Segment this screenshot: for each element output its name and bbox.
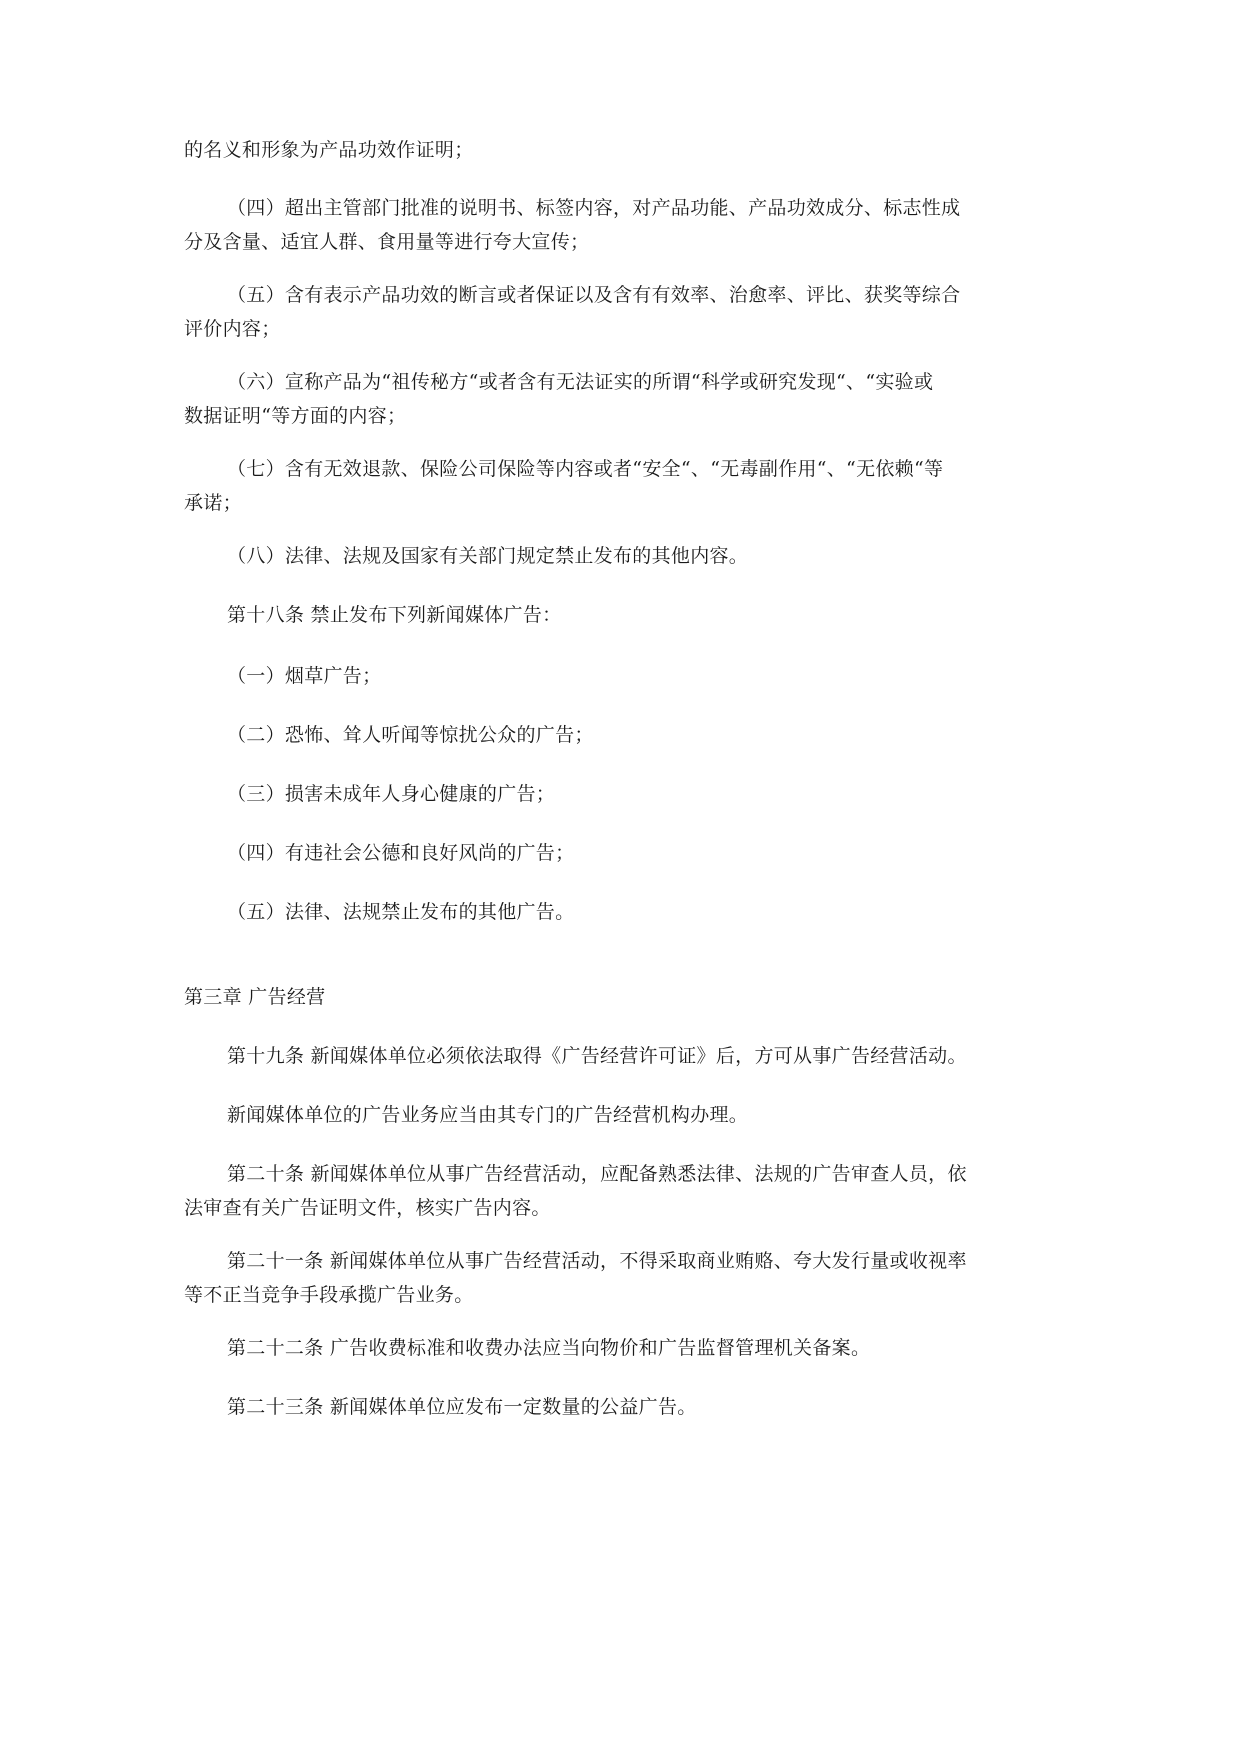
paragraph-item-5 <box>184 278 1064 346</box>
text-line: 第十九条 新闻媒体单位必须依法取得《广告经营许可证》后，方可从事广告经营活动。 <box>227 1045 967 1067</box>
article-18-heading <box>184 598 1064 632</box>
text-line: （四）有违社会公德和良好风尚的广告； <box>227 842 575 864</box>
article-19 <box>184 1039 1064 1073</box>
article-18-item-2 <box>184 718 1064 752</box>
text-line: （二）恐怖、耸人听闻等惊扰公众的广告； <box>227 724 594 746</box>
paragraph-item-7 <box>184 452 1064 520</box>
text-line: 评价内容； <box>184 318 281 340</box>
article-23 <box>184 1390 1064 1424</box>
article-18-item-4 <box>184 836 1064 870</box>
text-line: （一）烟草广告； <box>227 665 382 687</box>
paragraph-item-6 <box>184 365 1064 433</box>
article-19-paragraph-2 <box>184 1098 1064 1132</box>
article-18-item-5 <box>184 895 1064 929</box>
text-line: （三）损害未成年人身心健康的广告； <box>227 783 556 805</box>
text-line: （六）宣称产品为“祖传秘方“或者含有无法证实的所谓“科学或研究发现“、“实验或 <box>227 371 934 393</box>
text-line: （七）含有无效退款、保险公司保险等内容或者“安全“、“无毒副作用“、“无依赖“等 <box>227 458 944 480</box>
text-line: （八）法律、法规及国家有关部门规定禁止发布的其他内容。 <box>227 545 749 567</box>
paragraph-item-8 <box>184 539 1064 573</box>
text-line: 新闻媒体单位的广告业务应当由其专门的广告经营机构办理。 <box>227 1104 749 1126</box>
text-line: 第二十二条 广告收费标准和收费办法应当向物价和广告监督管理机关备案。 <box>227 1337 871 1359</box>
article-20 <box>184 1157 1064 1225</box>
text-line: 数据证明“等方面的内容； <box>184 405 407 427</box>
paragraph-item-4 <box>184 191 1064 259</box>
paragraph-continuation <box>184 133 1064 167</box>
text-line: 第二十一条 新闻媒体单位从事广告经营活动，不得采取商业贿赂、夸大发行量或收视率 <box>227 1250 967 1272</box>
article-18-item-1 <box>184 659 1064 693</box>
text-line: 等不正当竞争手段承揽广告业务。 <box>184 1284 474 1306</box>
article-21 <box>184 1244 1064 1312</box>
text-line: 的名义和形象为产品功效作证明； <box>184 139 474 161</box>
text-line: （五）法律、法规禁止发布的其他广告。 <box>227 901 575 923</box>
text-line: 第二十条 新闻媒体单位从事广告经营活动，应配备熟悉法律、法规的广告审查人员，依 <box>227 1163 967 1185</box>
text-line: 承诺； <box>184 492 242 514</box>
text-line: 分及含量、适宜人群、食用量等进行夸大宣传； <box>184 231 590 253</box>
article-22 <box>184 1331 1064 1365</box>
text-line: （五）含有表示产品功效的断言或者保证以及含有有效率、治愈率、评比、获奖等综合 <box>227 284 961 306</box>
text-line: 第十八条 禁止发布下列新闻媒体广告： <box>227 604 562 626</box>
text-line: 第三章 广告经营 <box>184 986 326 1008</box>
text-line: （四）超出主管部门批准的说明书、标签内容，对产品功能、产品功效成分、标志性成 <box>227 197 961 219</box>
article-18-item-3 <box>184 777 1064 811</box>
chapter-3-heading <box>184 980 1064 1014</box>
text-line: 第二十三条 新闻媒体单位应发布一定数量的公益广告。 <box>227 1396 697 1418</box>
text-line: 法审查有关广告证明文件，核实广告内容。 <box>184 1197 551 1219</box>
